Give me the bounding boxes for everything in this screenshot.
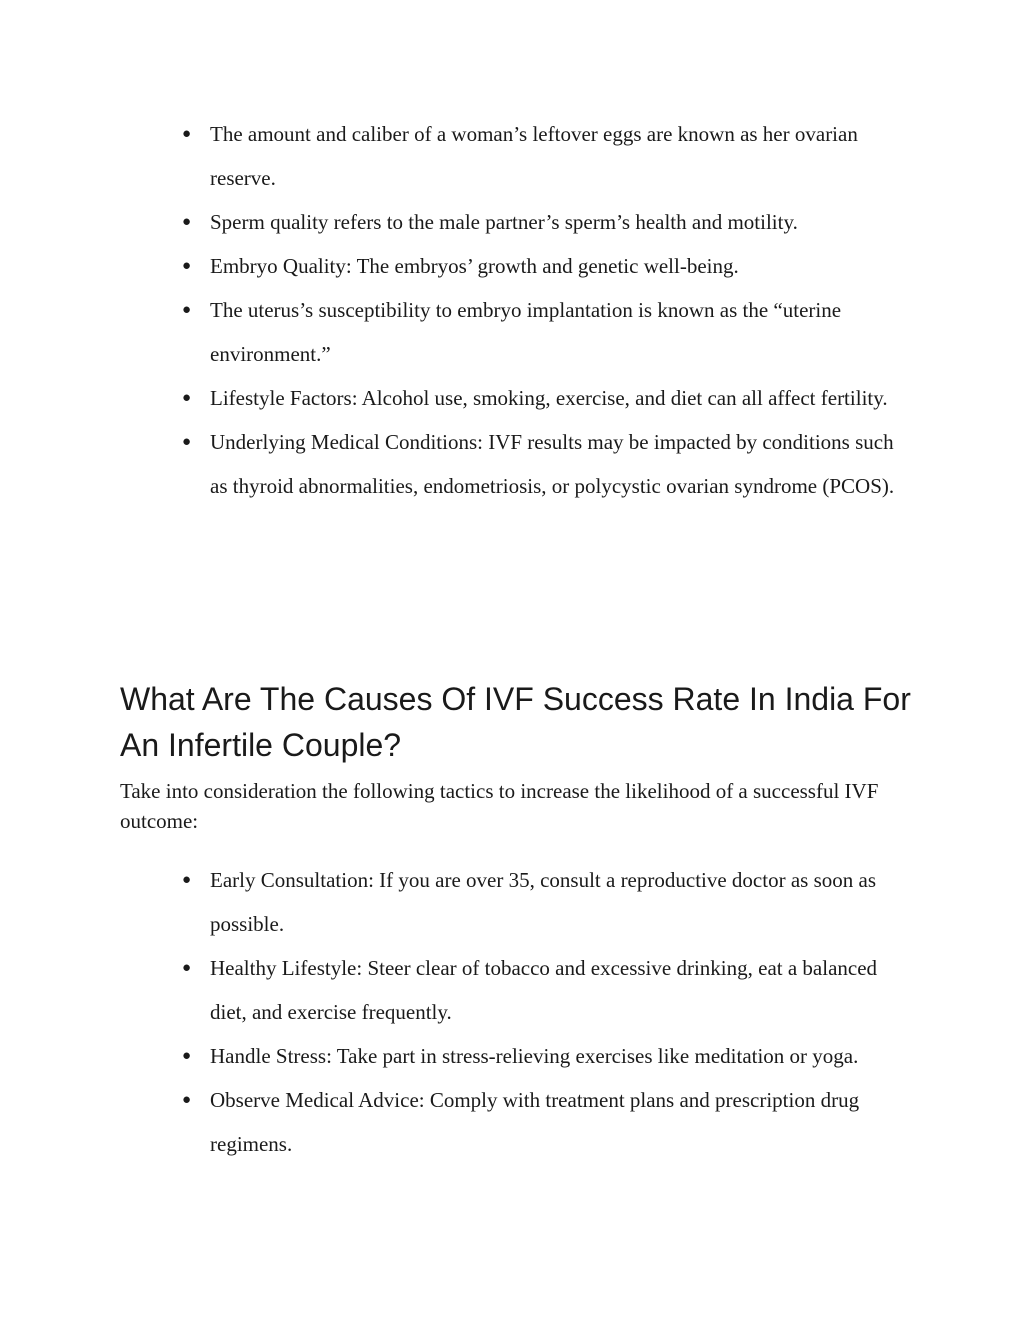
section-intro: Take into consideration the following tactics to increase the likelihood of a successful IVF outcome:	[120, 779, 879, 833]
bullet-icon: ●	[182, 302, 192, 318]
section-heading: What Are The Causes Of IVF Success Rate In India For An Infertile Couple?	[120, 681, 911, 763]
list-item-text: Embryo Quality: The embryos’ growth and genetic well-being.	[210, 254, 739, 278]
list-item	[180, 1034, 910, 1078]
bullet-icon: ●	[182, 872, 192, 888]
bullet-icon: ●	[182, 1092, 192, 1108]
list-item	[180, 200, 910, 244]
list-item-text: The uterus’s susceptibility to embryo implantation is known as the “uterine environment.”	[210, 298, 842, 366]
list-item-text: Lifestyle Factors: Alcohol use, smoking, exercise, and diet can all affect fertility.	[210, 386, 888, 410]
list-item-text: Observe Medical Advice: Comply with treatment plans and prescription drug regimens.	[210, 1088, 860, 1156]
list-item-text: Handle Stress: Take part in stress-relieving exercises like meditation or yoga.	[210, 1044, 859, 1068]
bullet-icon: ●	[182, 214, 192, 230]
list-item	[180, 946, 910, 1034]
tactics-list	[180, 858, 910, 1166]
list-item-text: Healthy Lifestyle: Steer clear of tobacco and excessive drinking, eat a balanced diet, and exercise frequently.	[210, 956, 878, 1024]
list-item	[180, 858, 910, 946]
list-item	[180, 244, 910, 288]
list-item	[180, 288, 910, 376]
list-item	[180, 1078, 910, 1166]
bullet-icon: ●	[182, 258, 192, 274]
bullet-icon: ●	[182, 126, 192, 142]
bullet-icon: ●	[182, 1048, 192, 1064]
list-item-text: Sperm quality refers to the male partner’s sperm’s health and motility.	[210, 210, 798, 234]
list-item-text: Underlying Medical Conditions: IVF results may be impacted by conditions such as thyroid abnormalities, endometriosis, or polycystic ovarian syndrome (PCOS).	[210, 430, 895, 498]
list-item	[180, 376, 910, 420]
bullet-icon: ●	[182, 434, 192, 450]
list-item-text: The amount and caliber of a woman’s leftover eggs are known as her ovarian reserve.	[210, 122, 858, 190]
bullet-icon: ●	[182, 390, 192, 406]
list-item	[180, 112, 910, 200]
list-item	[180, 420, 910, 508]
factors-list	[180, 112, 910, 508]
bullet-icon: ●	[182, 960, 192, 976]
list-item-text: Early Consultation: If you are over 35, consult a reproductive doctor as soon as possible.	[210, 868, 876, 936]
